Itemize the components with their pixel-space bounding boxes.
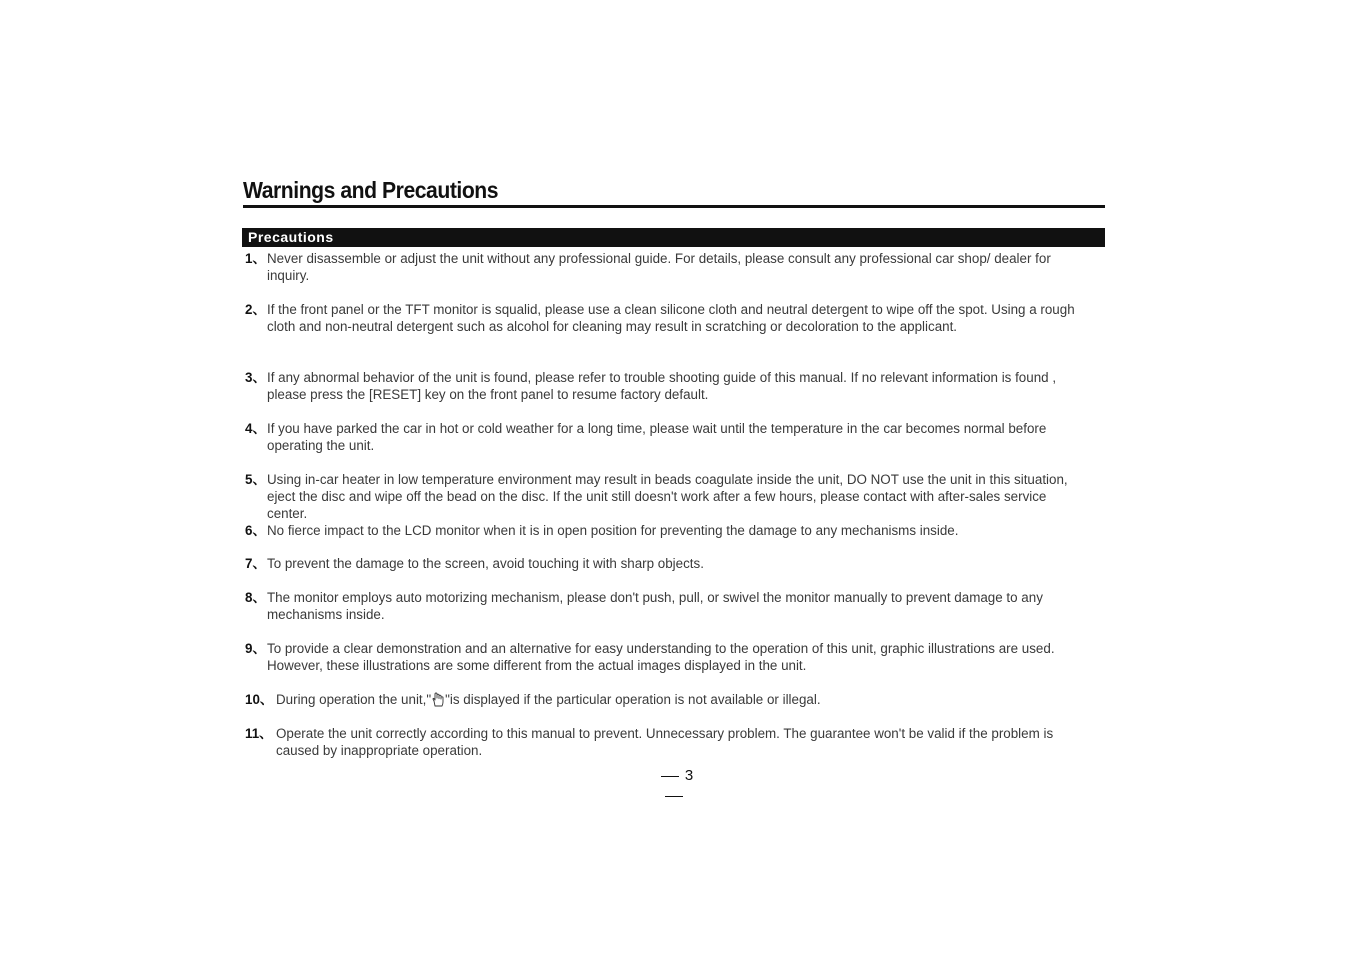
list-item <box>245 522 1085 539</box>
item-text-before: During operation the unit," <box>276 692 432 707</box>
list-item <box>245 725 1085 759</box>
item-number: 11、 <box>245 726 273 741</box>
item-text: To prevent the damage to the screen, avoid touching it with sharp objects. <box>267 556 704 571</box>
page-number <box>643 766 705 806</box>
item-number: 4、 <box>245 421 266 436</box>
item-number: 10、 <box>245 692 274 707</box>
list-item <box>245 589 1085 623</box>
item-text: Operate the unit correctly according to this manual to prevent. Unnecessary problem. The guarantee won't be valid if the problem is caused by inappropriate operation. <box>276 726 1054 758</box>
list-item <box>245 471 1085 522</box>
list-item <box>245 250 1085 284</box>
item-text: If the front panel or the TFT monitor is squalid, please use a clean silicone cloth and neutral detergent to wipe off the spot. Using a rough cloth and non-neutral detergent such as alcohol for cleaning may result in scratching or decoloration to the applicant. <box>267 302 1075 334</box>
item-text: Using in-car heater in low temperature environment may result in beads coagulate inside the unit, DO NOT use the unit in this situation, eject the disc and wipe off the bead on the disc. If the unit still doesn't work after a few hours, please contact with after-sales service center. <box>267 472 1068 521</box>
page-title: Warnings and Precautions <box>243 177 499 203</box>
list-item <box>245 691 1085 708</box>
list-item <box>245 301 1085 335</box>
item-text-after: "is displayed if the particular operation is not available or illegal. <box>445 692 821 707</box>
item-text <box>245 691 1085 708</box>
item-number: 7、 <box>245 556 266 571</box>
item-number: 5、 <box>245 472 266 487</box>
list-item <box>245 420 1085 454</box>
page-number-value: 3 <box>684 767 694 784</box>
item-text: If any abnormal behavior of the unit is found, please refer to trouble shooting guide of this manual. If no relevant information is found , please press the [RESET] key on the front panel to resume factory default. <box>267 370 1057 402</box>
item-text: To provide a clear demonstration and an alternative for easy understanding to the operation of this unit, graphic illustrations are used. However, these illustrations are some different from the actual images displayed in the unit. <box>267 641 1055 673</box>
dash-right <box>665 796 683 797</box>
item-number: 2、 <box>245 302 266 317</box>
item-text: If you have parked the car in hot or cold weather for a long time, please wait until the temperature in the car becomes normal before operating the unit. <box>267 421 1047 453</box>
item-number: 6、 <box>245 523 266 538</box>
list-item <box>245 555 1085 572</box>
hand-icon <box>432 692 444 707</box>
list-item <box>245 640 1085 674</box>
item-number: 8、 <box>245 590 266 605</box>
item-number: 3、 <box>245 370 266 385</box>
item-text: Never disassemble or adjust the unit without any professional guide. For details, please consult any professional car shop/ dealer for inquiry. <box>267 251 1051 283</box>
list-item <box>245 369 1085 403</box>
item-number: 9、 <box>245 641 266 656</box>
item-text: The monitor employs auto motorizing mechanism, please don't push, pull, or swivel the monitor manually to prevent damage to any mechanisms inside. <box>267 590 1043 622</box>
section-title: Precautions <box>248 229 334 245</box>
section-header <box>242 228 1105 247</box>
dash-left <box>661 776 679 777</box>
item-number: 1、 <box>245 251 266 266</box>
item-text: No fierce impact to the LCD monitor when it is in open position for preventing the damage to any mechanisms inside. <box>267 523 959 538</box>
title-rule <box>243 205 1105 208</box>
